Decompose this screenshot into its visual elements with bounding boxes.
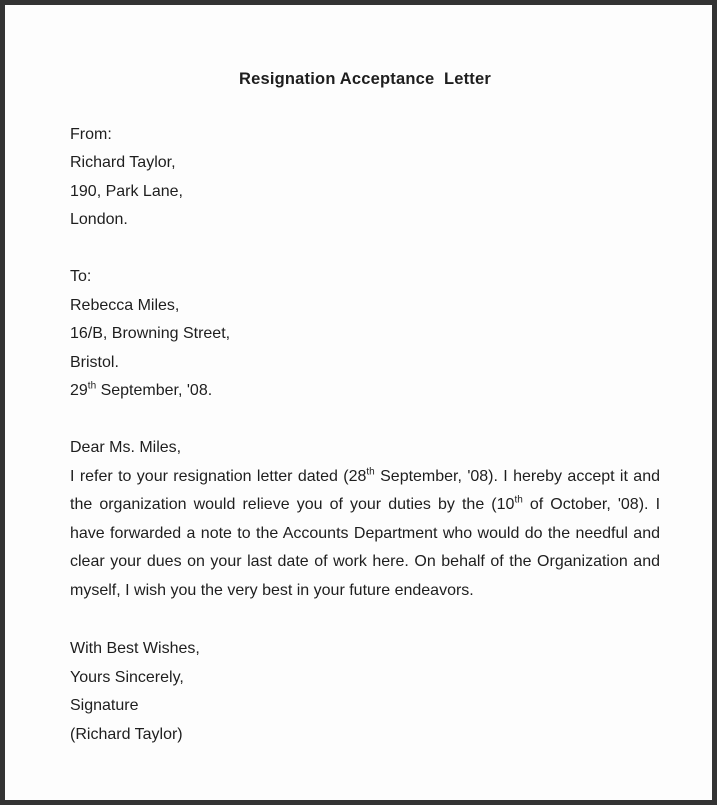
date-ordinal: th [87,380,97,392]
closing-signature: Signature [70,697,139,714]
body-segment: September, '08). I hereby accept it and the organization would relieve you of your duties by the (10 [70,467,660,513]
sender-name: Richard Taylor, [70,154,176,171]
letter-title: Resignation Acceptance Letter [238,70,492,88]
recipient-city: Bristol. [70,353,119,371]
closing-name: (Richard Taylor) [70,725,183,743]
recipient-name: Rebecca Miles, [70,296,180,314]
body-ordinal: th [514,494,523,506]
body-segment: of October, '08). I have forwarded a note to the Accounts Department who would do the needful and clear your dues on your last date of work here. On behalf of the Organization and myself, I wish you the very best in your future endeavors. [70,496,661,599]
letter-date [70,377,660,406]
body-ordinal: th [366,466,375,478]
sender-block [70,121,660,235]
date-rest: September, '08. [96,382,213,399]
sender-street: 190, Park Lane, [70,182,183,200]
recipient-street: 16/B, Browning Street, [70,325,231,342]
from-label: From: [70,125,112,143]
salutation: Dear Ms. Miles, [70,439,182,456]
to-label: To: [70,268,92,285]
sender-city: London. [70,211,128,228]
closing-block [70,635,660,749]
body-paragraph [70,463,660,606]
closing-sincerely: Yours Sincerely, [70,668,184,686]
recipient-block [70,263,660,406]
closing-wishes: With Best Wishes, [70,640,200,657]
date-day: 29 [70,382,88,399]
body-segment: I refer to your resignation letter dated (28 [70,467,367,485]
letter-body-block [70,434,660,605]
